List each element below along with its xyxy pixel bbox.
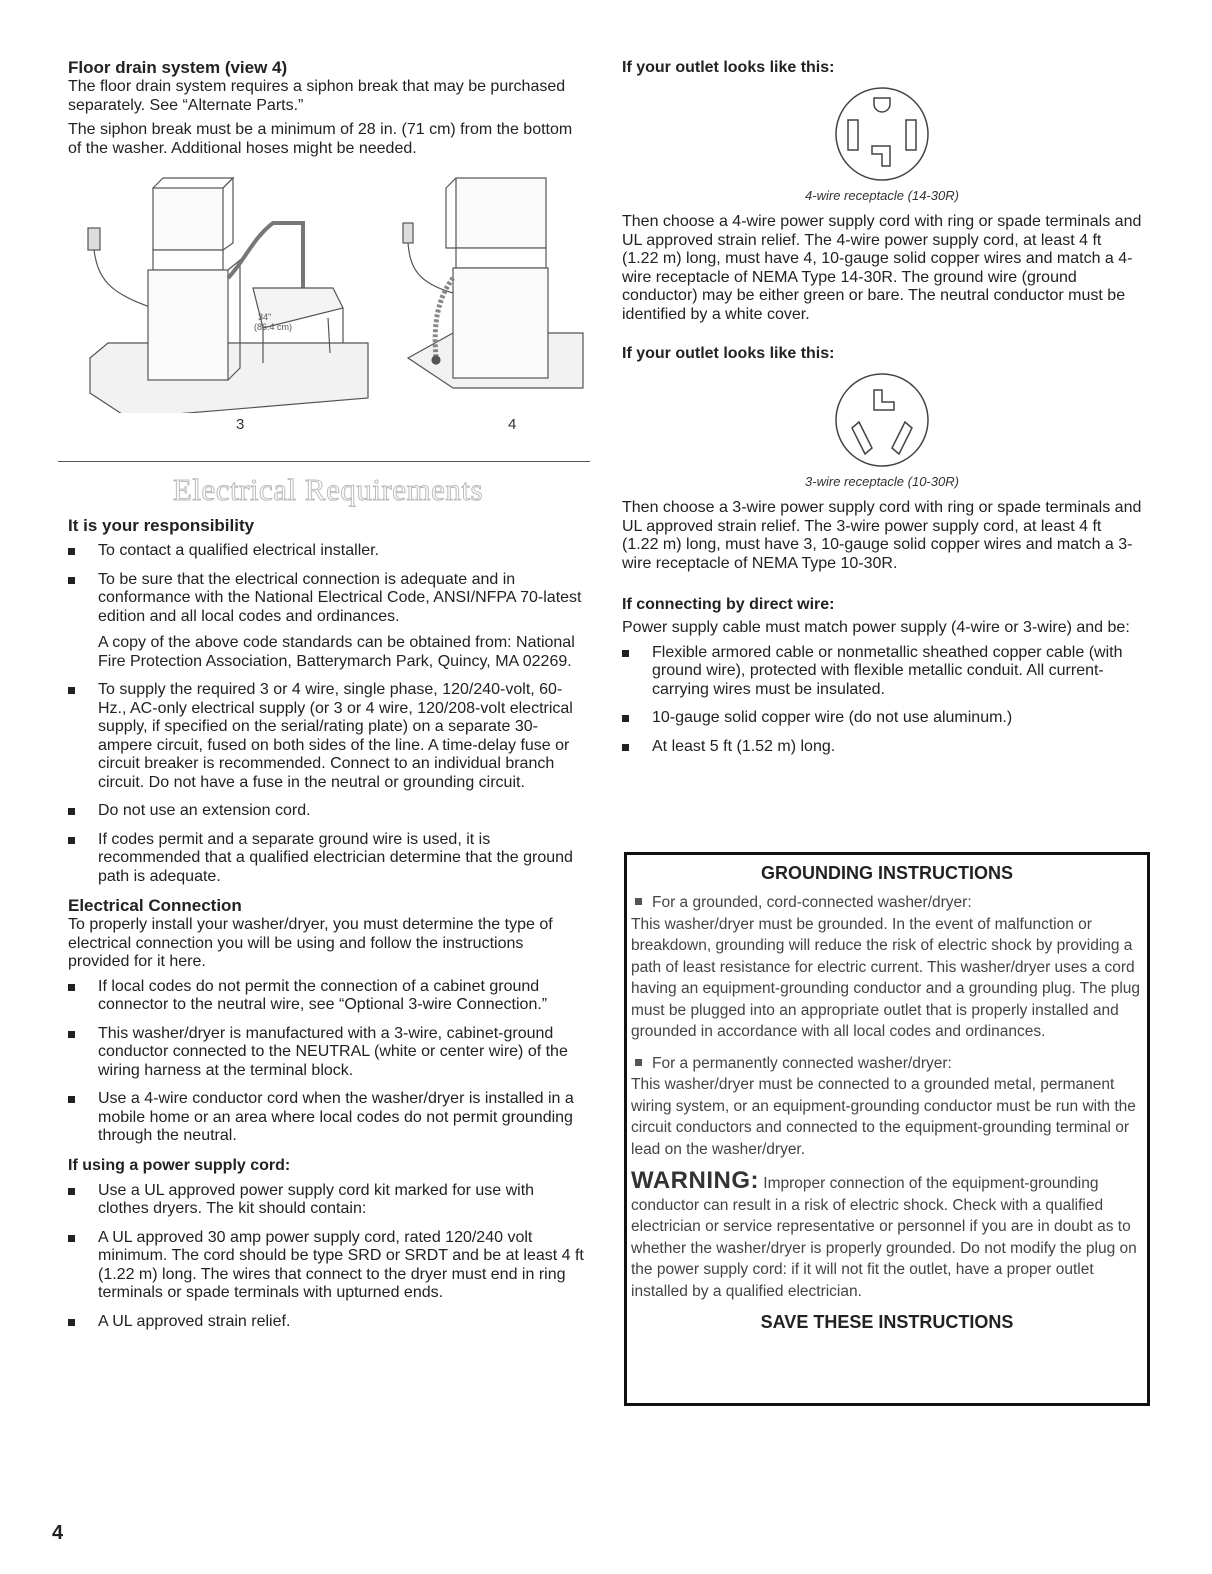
responsibility-list-continued (68, 681, 588, 886)
grounding-instructions-box (624, 852, 1150, 1406)
save-instructions-footer: SAVE THESE INSTRUCTIONS (760, 1312, 1014, 1332)
power-cord-heading: If using a power supply cord: (68, 1156, 291, 1174)
floor-drain-heading: Floor drain system (view 4) (68, 58, 288, 77)
bullet-icon (635, 898, 642, 905)
floor-drain-paragraph-2: The siphon break must be a minimum of 28 in. (71 cm) from the bottom of the washer. Additional hoses might be needed. (68, 121, 573, 157)
electrical-requirements-title: Electrical Requirements (172, 472, 484, 507)
list-item: To contact a qualified electrical installer. (68, 542, 588, 561)
installation-figures (68, 168, 588, 443)
grounding-lead-2: For a permanently connected washer/dryer: (652, 1054, 952, 1072)
list-item: Do not use an extension cord. (68, 802, 588, 821)
bullet-icon (635, 1059, 642, 1066)
floor-drain-paragraph-1: The floor drain system requires a siphon break that may be purchased separately. See “Alternate Parts.” (68, 78, 566, 114)
list-item: This washer/dryer is manufactured with a 3-wire, cabinet-ground conductor connected to the NEUTRAL (white or center wire) of the wiring harness at the terminal block. (68, 1025, 588, 1081)
three-wire-receptacle-icon (832, 370, 932, 470)
code-standards-note: A copy of the above code standards can be obtained from: National Fire Protection Association, Batterymarch Park, Quincy, MA 02269. (98, 634, 575, 670)
warning-label: WARNING: (631, 1167, 759, 1194)
power-cord-list (68, 1182, 588, 1332)
list-item: To be sure that the electrical connection is adequate and in conformance with the National Electrical Code, ANSI/NFPA 70-latest edition and all local codes and ordinances. (68, 571, 588, 627)
direct-wire-list (622, 644, 1142, 757)
grounding-text-1: This washer/dryer must be grounded. In the event of malfunction or breakdown, grounding will reduce the risk of electric shock by providing a path of least resistance for electric current. This washer/dryer uses a cord having an equipment-grounding conductor and a grounding plug. The plug must be plugged into an appropriate outlet that is properly installed and grounded in accordance with all local codes and ordinances. (631, 915, 1141, 1040)
grounding-title: GROUNDING INSTRUCTIONS (761, 863, 1013, 883)
connection-list (68, 978, 588, 1146)
list-item: If local codes do not permit the connection of a cabinet ground connector to the neutral wire, see “Optional 3-wire Connection.” (68, 978, 588, 1015)
electrical-connection-heading: Electrical Connection (68, 896, 242, 915)
outlet-heading-1: If your outlet looks like this: (622, 59, 835, 76)
left-column (68, 58, 588, 1341)
page-number: 4 (52, 1522, 64, 1544)
figure-3-label: 3 (236, 416, 245, 433)
section-divider (58, 461, 590, 462)
fig3-measure-inches: 34" (258, 312, 272, 322)
grounding-paragraph-1 (631, 892, 1143, 1043)
warning-text: Improper connection of the equipment-grounding conductor can result in a risk of electric shock. Check with a qualified electrician or service representative or personnel if you are in doubt as to whether the washer/dryer is properly grounded. Do not modify the plug on the power supply cord: if it will not fit the outlet, have a proper outlet installed by a qualified electrician. (631, 1175, 1137, 1300)
outlet-heading-2: If your outlet looks like this: (622, 345, 835, 362)
list-item: Use a UL approved power supply cord kit marked for use with clothes dryers. The kit should contain: (68, 1182, 588, 1219)
grounding-lead-1: For a grounded, cord-connected washer/dryer: (652, 894, 972, 911)
list-item: To supply the required 3 or 4 wire, single phase, 120/240-volt, 60-Hz., AC-only electrical supply (or 3 or 4 wire, 120/208-volt electrical supply, if specified on the serial/rating plate) on a separate 30-ampere circuit, fused on both sides of the line. A time-delay fuse or circuit breaker is recommended. Connect to an individual branch circuit. Do not have a fuse in the neutral or grounding circuit. (68, 681, 588, 792)
list-item: 10-gauge solid copper wire (do not use aluminum.) (622, 709, 1142, 728)
right-column (622, 58, 1142, 766)
fig3-measure-cm: (86.4 cm) (254, 322, 293, 332)
electrical-connection-intro: To properly install your washer/dryer, you must determine the type of electrical connection you will be using and follow the instructions provided for it here. (68, 916, 553, 970)
warning-paragraph (631, 1167, 1143, 1302)
responsibility-heading: It is your responsibility (68, 516, 255, 535)
list-item: Use a 4-wire conductor cord when the washer/dryer is installed in a mobile home or an area where local codes do not permit grounding through the neutral. (68, 1090, 588, 1146)
three-wire-caption: 3-wire receptacle (10-30R) (805, 474, 959, 489)
grounding-paragraph-2 (631, 1053, 1143, 1161)
list-item: At least 5 ft (1.52 m) long. (622, 738, 1142, 757)
direct-wire-intro: Power supply cable must match power supply (4-wire or 3-wire) and be: (622, 619, 1130, 636)
list-item: Flexible armored cable or nonmetallic sheathed copper cable (with ground wire), protected with flexible metallic conduit. All current-carrying wires must be insulated. (622, 644, 1142, 700)
three-wire-text: Then choose a 3-wire power supply cord with ring or spade terminals and UL approved strain relief. The 3-wire power supply cord, at least 4 ft (1.22 m) long, must have 3, 10-gauge solid copper wires and match a 3-wire receptacle of NEMA Type 10-30R. (622, 499, 1142, 572)
list-item: If codes permit and a separate ground wire is used, it is recommended that a qualified electrician determine that the ground path is adequate. (68, 831, 588, 887)
floor-drain-illustration (68, 168, 588, 413)
four-wire-receptacle-icon (832, 84, 932, 184)
grounding-text-2: This washer/dryer must be connected to a grounded metal, permanent wiring system, or an equipment-grounding conductor must be run with the circuit conductors and connected to the equipment-grounding terminal or lead on the washer/dryer. (631, 1076, 1136, 1158)
list-item: A UL approved 30 amp power supply cord, rated 120/240 volt minimum. The cord should be type SRD or SRDT and be at least 4 ft (1.22 m) long. The wires that connect to the dryer must end in ring terminals or spade terminals with upturned ends. (68, 1229, 588, 1303)
responsibility-list (68, 542, 588, 626)
figure-4-label: 4 (508, 416, 517, 433)
list-item: A UL approved strain relief. (68, 1313, 588, 1332)
four-wire-caption: 4-wire receptacle (14-30R) (805, 188, 959, 203)
four-wire-text: Then choose a 4-wire power supply cord with ring or spade terminals and UL approved strain relief. The 4-wire power supply cord, at least 4 ft (1.22 m) long, must have 4, 10-gauge solid copper wires and match a 4-wire receptacle of NEMA Type 14-30R. The ground wire (ground conductor) may be either green or bare. The neutral conductor must be identified by a white cover. (622, 213, 1142, 323)
direct-wire-heading: If connecting by direct wire: (622, 596, 835, 613)
